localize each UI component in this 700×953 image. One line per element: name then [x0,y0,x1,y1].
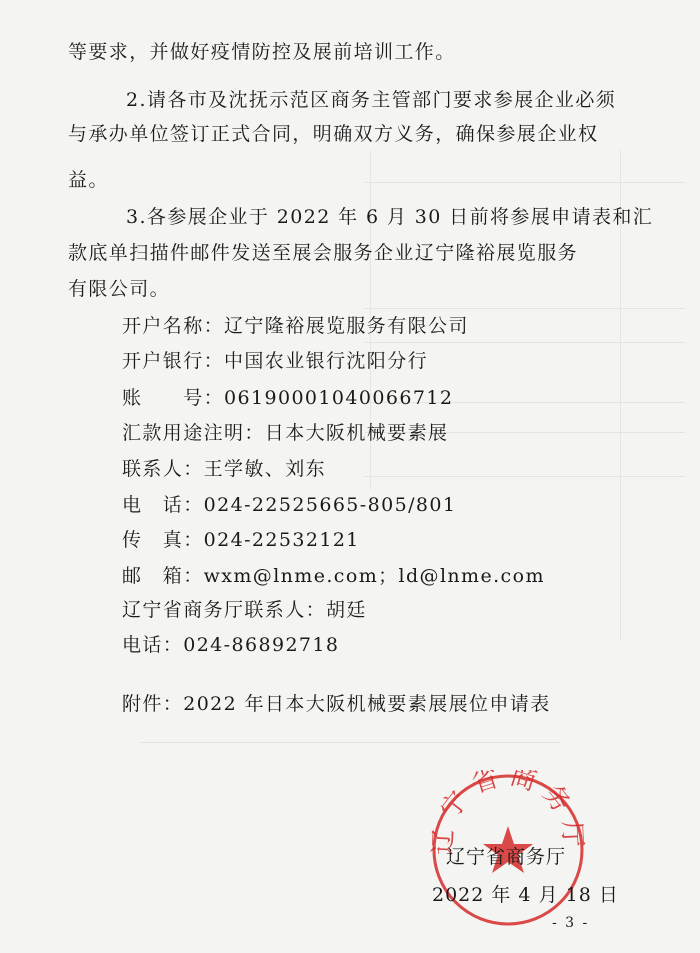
svg-text:辽宁省商务厅: 辽宁省商务厅 [428,770,588,856]
body-line-5: 3.各参展企业于 2022 年 6 月 30 日前将参展申请表和汇 [126,206,654,228]
signature-date: 2022 年 4 月 18 日 [432,884,619,906]
body-line-1: 等要求，并做好疫情防控及展前培训工作。 [68,41,456,63]
page-number: - 3 - [552,915,590,931]
body-line-7: 有限公司。 [68,278,171,300]
body-line-4: 益。 [68,169,109,191]
fax: 传 真：024-22532121 [122,529,360,551]
body-line-3: 与承办单位签订正式合同，明确双方义务，确保参展企业权 [68,123,599,145]
dept-contact: 辽宁省商务厅联系人：胡廷 [122,599,367,621]
remit-purpose: 汇款用途注明：日本大阪机械要素展 [122,422,449,444]
email: 邮 箱：wxm@lnme.com；ld@lnme.com [122,565,545,587]
signature-org: 辽宁省商务厅 [446,846,567,868]
contact-persons: 联系人：王学敏、刘东 [122,458,327,480]
account-name: 开户名称：辽宁隆裕展览服务有限公司 [122,315,469,337]
dept-phone: 电话：024-86892718 [122,634,340,656]
phone: 电 话：024-22525665-805/801 [122,494,457,516]
body-line-6: 款底单扫描件邮件发送至展会服务企业辽宁隆裕展览服务 [68,242,579,264]
body-line-2: 2.请各市及沈抚示范区商务主管部门要求参展企业必须 [126,89,617,111]
attachment-line: 附件：2022 年日本大阪机械要素展展位申请表 [122,693,551,715]
account-number: 账 号：06190001040066712 [122,387,454,409]
bank-name: 开户银行：中国农业银行沈阳分行 [122,350,429,372]
